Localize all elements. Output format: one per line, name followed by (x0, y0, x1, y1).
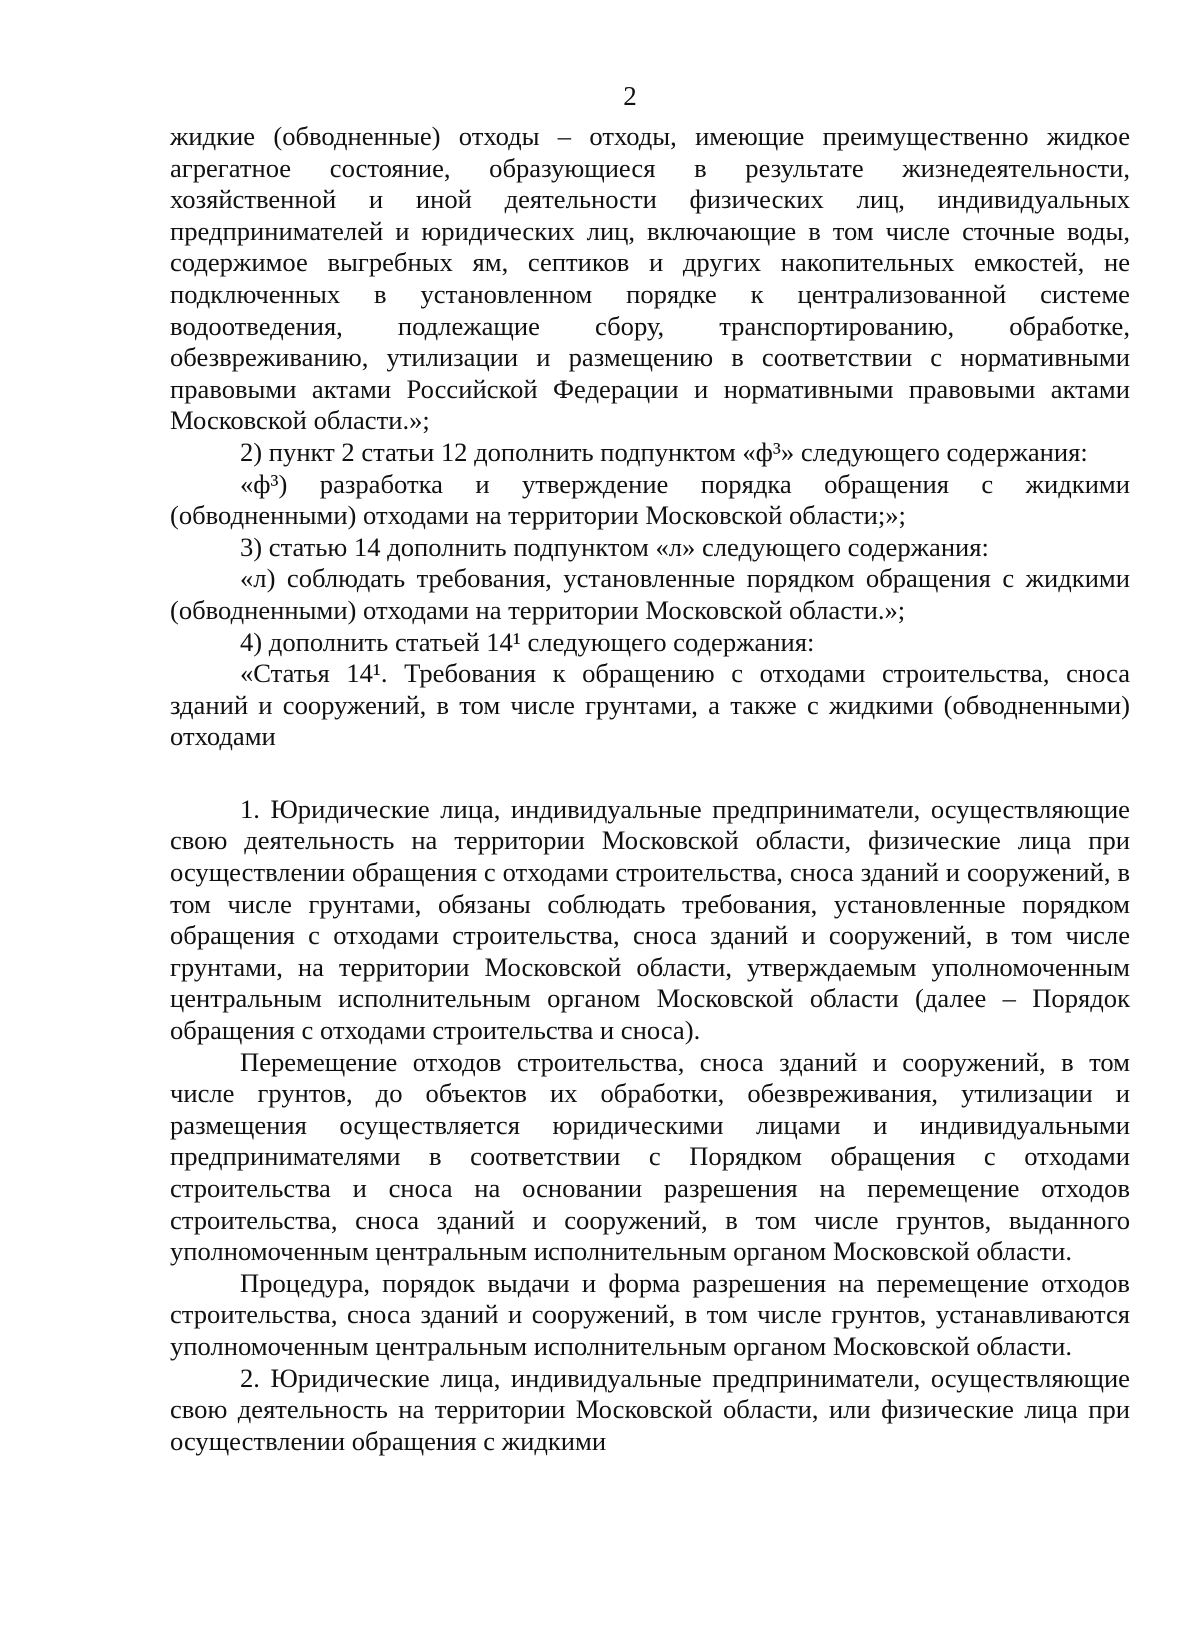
page-number: 2 (623, 81, 637, 111)
paragraph-liquid-waste-definition: жидкие (обводненные) отходы – отходы, имеющие преимущественно жидкое агрегатное состояние, образующиеся в результате жизнедеятельности, хозяйственной и иной деятельности физических лиц, индивидуальных предпринимателей и юридических лиц, включающие в том числе сточные воды, содержимое выгребных ям, септиков и других накопительных емкостей, не подключенных в установленном порядке к централизованной системе водоотведения, подлежащие сбору, транспортированию, обработке, обезвреживанию, утилизации и размещению в соответствии с нормативными правовыми актами Российской Федерации и нормативными правовыми актами Московской области.»; (170, 121, 1130, 436)
paragraph-subitem-l: «л) соблюдать требования, установленные порядком обращения с жидкими (обводненными) отходами на территории Московской области.»; (170, 563, 1130, 625)
paragraph-subitem-f3: «ф³) разработка и утверждение порядка обращения с жидкими (обводненными) отходами на территории Московской области;»; (170, 468, 1130, 531)
paragraph-item-2: 2) пункт 2 статьи 12 дополнить подпунктом «ф³» следующего содержания: (240, 436, 1088, 467)
article-14-1-part-1: 1. Юридические лица, индивидуальные предприниматели, осуществляющие свою деятельность на территории Московской области, физические лица при осуществлении обращения с отходами строительства, сноса зданий и сооружений, в том числе грунтами, обязаны соблюдать требования, установленные порядком обращения с отходами строительства, сноса зданий и сооружений, в том числе грунтами, на территории Московской области, утверждаемым уполномоченным центральным исполнительным органом Московской области (далее – Порядок обращения с отходами строительства и сноса). (170, 793, 1130, 1046)
paragraph-item-3: 3) статью 14 дополнить подпунктом «л» следующего содержания: (240, 531, 989, 562)
document-body (170, 121, 1130, 1457)
paragraph-permit-procedure: Процедура, порядок выдачи и форма разрешения на перемещение отходов строительства, сноса зданий и сооружений, в том числе грунтов, устанавливаются уполномоченным центральным исполнительным органом Московской области. (170, 1267, 1130, 1361)
paragraph-item-4: 4) дополнить статьей 14¹ следующего содержания: (240, 626, 815, 657)
paragraph-waste-movement: Перемещение отходов строительства, сноса зданий и сооружений, в том числе грунтов, до объектов их обработки, обезвреживания, утилизации и размещения осуществляется юридическими лицами и индивидуальными предпринимателями в соответствии с Порядком обращения с отходами строительства и сноса на основании разрешения на перемещение отходов строительства, сноса зданий и сооружений, в том числе грунтов, выданного уполномоченным центральным исполнительным органом Московской области. (170, 1046, 1130, 1267)
article-14-1-heading: «Статья 14¹. Требования к обращению с отходами строительства, сноса зданий и сооружений, в том числе грунтами, а также с жидкими (обводненными) отходами (170, 658, 1130, 752)
article-14-1-part-2: 2. Юридические лица, индивидуальные предприниматели, осуществляющие свою деятельность на территории Московской области, или физические лица при осуществлении обращения с жидкими (170, 1362, 1130, 1456)
